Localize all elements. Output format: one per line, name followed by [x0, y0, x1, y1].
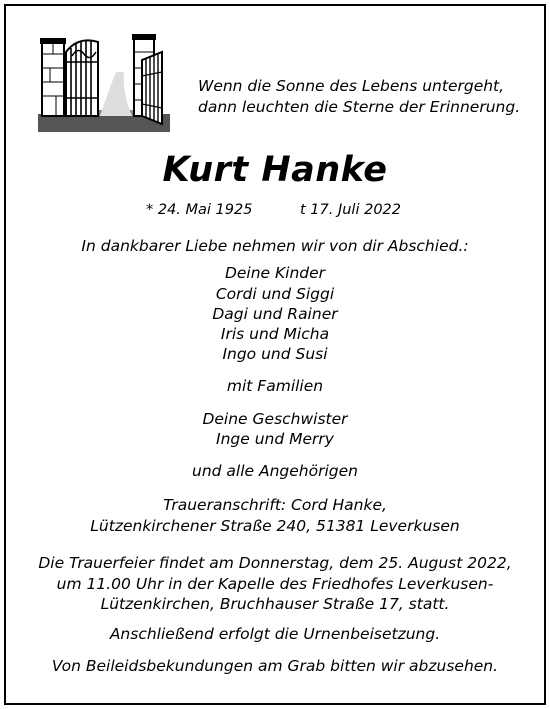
deceased-name: Kurt Hanke: [162, 150, 388, 190]
farewell-text: In dankbarer Liebe nehmen wir von dir Abschied.:: [81, 237, 469, 255]
open-gate-illustration: [38, 32, 170, 132]
address-line-1: Traueranschrift: Cord Hanke,: [163, 496, 387, 514]
relatives-text: und alle Angehörigen: [192, 462, 358, 480]
death-date: t 17. Juli 2022: [300, 202, 401, 218]
children-heading: Deine Kinder: [224, 264, 326, 282]
ceremony-line-3: Lützenkirchen, Bruchhauser Straße 17, statt.: [100, 595, 450, 613]
sibling-name: Inge und Merry: [216, 430, 334, 448]
child-name: Cordi und Siggi: [215, 285, 335, 303]
birth-date: * 24. Mai 1925: [146, 202, 253, 218]
quote-line-1: Wenn die Sonne des Lebens untergeht,: [198, 77, 505, 95]
urn-burial-text: Anschließend erfolgt die Urnenbeisetzung.: [109, 625, 441, 643]
child-name: Ingo und Susi: [222, 345, 328, 363]
ceremony-line-2: um 11.00 Uhr in der Kapelle des Friedhofes Leverkusen-: [56, 575, 494, 593]
siblings-heading: Deine Geschwister: [202, 410, 348, 428]
child-name: Iris und Micha: [220, 325, 330, 343]
quote-line-2: dann leuchten die Sterne der Erinnerung.: [198, 98, 521, 116]
families-text: mit Familien: [226, 377, 324, 395]
condolences-text: Von Beileidsbekundungen am Grab bitten wir abzusehen.: [51, 657, 499, 675]
memorial-quote: [198, 76, 528, 118]
child-name: Dagi und Rainer: [212, 305, 338, 323]
ceremony-line-1: Die Trauerfeier findet am Donnerstag, dem 25. August 2022,: [38, 554, 512, 572]
address-line-2: Lützenkirchener Straße 240, 51381 Leverkusen: [90, 517, 460, 535]
